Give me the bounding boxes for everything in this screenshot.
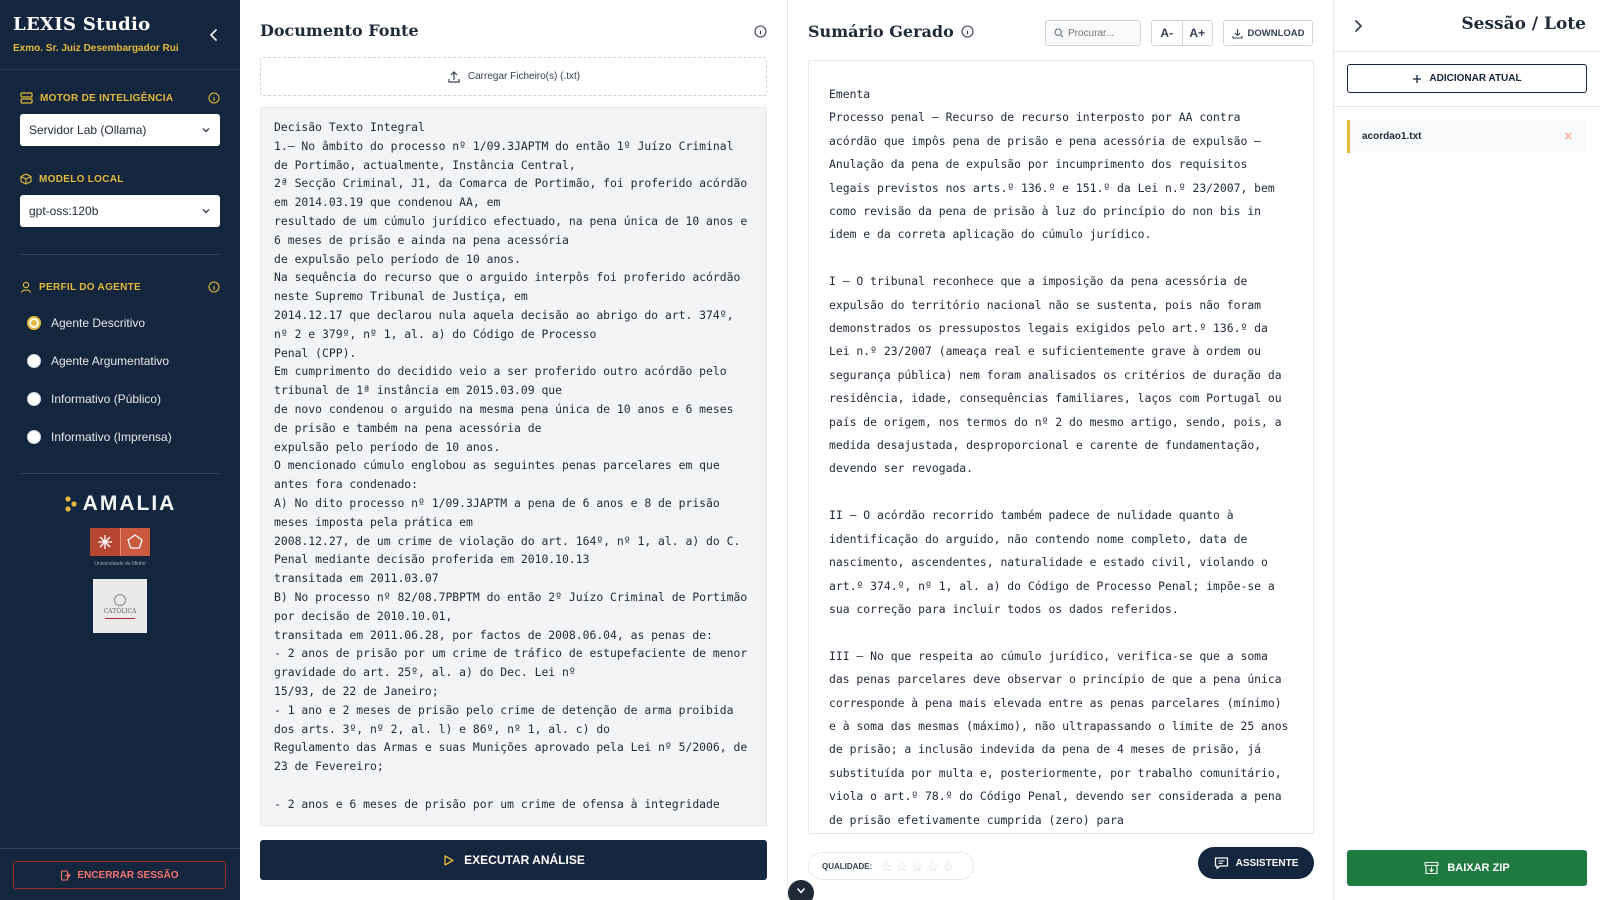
plus-icon (1412, 74, 1422, 84)
scroll-down-button[interactable] (788, 880, 814, 900)
source-document-title: Documento Fonte (260, 21, 419, 40)
search-icon (1054, 28, 1064, 38)
profile-option-label: Informativo (Imprensa) (51, 430, 172, 444)
download-zip-button[interactable] (1347, 850, 1587, 886)
uminho-mark-left (90, 528, 120, 556)
info-icon[interactable] (754, 25, 767, 38)
summary-header (808, 22, 974, 41)
profile-section-header (0, 277, 240, 297)
amalia-wordmark: AMALIA (82, 492, 177, 515)
play-icon (442, 854, 455, 867)
radio-button[interactable] (27, 430, 41, 444)
source-document-panel (240, 0, 788, 900)
add-current-button[interactable] (1347, 64, 1587, 93)
engine-value: Servidor Lab (Ollama) (29, 123, 147, 137)
amalia-dots-icon (64, 495, 78, 513)
chevron-down-icon (201, 206, 211, 216)
summary-paragraph: III – No que respeita ao cúmulo jurídico, verifica-se que a soma das penas parcelares deve observar o princípio de que a pena única corresponde à pena mais elevada entre as penas parcelares (mínimo) e à soma das mesmas (máximo), não ultrapassando o limite de 25 anos de prisão; a inclusão indevida da pena de 4 meses de prisão, já substituída por multa e, posteriormente, por trabalho comunitário, viola o art.º 78.º do Código Penal, devendo ser considerada a pena de prisão efetivamente cumprida (zero) para (829, 648, 1289, 827)
profile-option-argumentativo[interactable] (0, 342, 240, 380)
chevron-down-icon (201, 125, 211, 135)
font-size-controls (1151, 20, 1213, 46)
summary-text[interactable] (808, 60, 1314, 834)
upload-files-button[interactable] (260, 57, 767, 96)
collapse-sidebar-button[interactable] (206, 26, 222, 44)
user-icon (20, 281, 32, 293)
star-icon[interactable]: ☆ (895, 858, 908, 874)
star-icon[interactable]: ☆ (927, 858, 939, 874)
profile-label: PERFIL DO AGENTE (39, 281, 142, 293)
info-icon[interactable] (961, 25, 974, 38)
profile-option-label: Agente Argumentativo (51, 354, 170, 368)
session-divider (1334, 106, 1600, 107)
run-analysis-label: EXECUTAR ANÁLISE (464, 853, 585, 867)
catolica-wordmark: CATÓLICA (103, 607, 137, 615)
session-panel (1334, 0, 1600, 900)
server-icon (20, 92, 33, 104)
radio-button[interactable] (27, 354, 41, 368)
chevron-right-icon (1350, 17, 1366, 35)
file-name: acordao1.txt (1362, 131, 1422, 142)
engine-section-header (0, 88, 240, 108)
upload-label: Carregar Ficheiro(s) (.txt) (467, 71, 581, 82)
archive-icon (1424, 861, 1439, 875)
profile-option-imprensa[interactable] (0, 418, 240, 456)
star-icon[interactable]: ☆ (880, 858, 892, 874)
download-label: DOWNLOAD (1247, 27, 1305, 39)
source-document-text[interactable]: Decisão Texto Integral 1.— No âmbito do processo nº 1/09.3JAPTM do então 1º Juízo Criminal de Portimão, actualmente, Instância Central, 2ª Secção Criminal, J1, da Comarca de Portimão, foi proferido acórdão em 2014.03.19 que condenou AA, em resultado de um cúmulo jurídico efectuado, na pena única de 10 anos e 6 meses de prisão e ainda na pena acessória de expulsão pelo período de 10 anos. Na sequência do recurso que o arguido interpôs foi proferido acórdão neste Supremo Tribunal de Justiça, em 2014.12.17 que declarou nula aquela decisão ao abrigo do art. 374º, nº 2 e 379º, nº 1, al. a) do Código de Processo Penal (CPP). Em cumprimento do decidido veio a ser proferido outro acórdão pelo tribunal de 1ª instância em 2015.03.09 que de novo condenou o arguido na mesma pena única de 10 anos e 6 meses de prisão e também na pena acessória de expulsão pelo período de 10 anos. O mencionado cúmulo englobou as seguintes penas parcelares em que antes fora condenado: A) No dito processo nº 1/09.3JAPTM a pena de 6 anos e 8 de prisão meses imposta pela prática em 2008.12.27, de um crime de violação do art. 164º, nº 1, al. a) do C. Penal mediante decisão proferida em 2010.10.13 transitada em 2011.03.07 B) No processo nº 82/08.7PBPTM do então 2º Juízo Criminal de Portimão por decisão de 2010.10.01, transitada em 2011.06.28, por factos de 2008.06.04, as penas de: - 2 anos de prisão por um crime de tráfico de estupefaciente de menor gravidade do art. 25º, al. a) do Dec. Lei nº 15/93, de 22 de Janeiro; - 1 ano e 2 meses de prisão pelo crime de detenção de arma proibida dos arts. 3º, nº 2, al. l) e 86º, nº 1, al. c) do Regulamento das Armas e suas Munições aprovado pela Lei nº 5/2006, de 23 de Fevereiro; - 2 anos e 6 meses de prisão por um crime de ofensa à integridade (260, 107, 767, 826)
radio-button[interactable] (27, 392, 41, 406)
download-button[interactable] (1223, 20, 1313, 46)
chevron-left-icon (206, 26, 222, 44)
summary-paragraph: Ementa Processo penal – Recurso de recurso interposto por AA contra acórdão que impôs pena de prisão e pena acessória de expulsão – Anulação da pena de expulsão por incumprimento dos requisitos legais previstos nos arts.º 136.º e 151.º da Lei n.º 23/2007, bem como revisão da pena de prisão à luz do princípio do non bis in idem e da correta aplicação do cúmulo jurídico. (829, 87, 1275, 242)
brand-header (0, 0, 240, 70)
font-decrease-button[interactable]: A- (1160, 26, 1174, 40)
catolica-seal (114, 594, 126, 606)
engine-select[interactable] (20, 114, 220, 146)
radio-button[interactable] (27, 316, 41, 330)
chevron-down-icon (796, 887, 806, 895)
summary-paragraph: I – O tribunal reconhece que a imposição da pena acessória de expulsão do território nacional não se sustenta, pois não foram demonstrados os pressupostos legais exigidos pelo art.º 136.º da Lei n.º 23/2007 (ameaça real e suficientemente grave à ordem ou segurança pública) nem foram analisados os critérios de duração da residência, idade, consequências familiares, laços com Portugal ou país de origem, nos termos do nº 2 do mesmo artigo, sendo, pois, a medida desajustada, desproporcional e carente de fundamentação, devendo ser revogada. (829, 274, 1282, 476)
summary-search (1045, 20, 1141, 46)
end-session-button[interactable] (13, 861, 226, 889)
profile-option-publico[interactable] (0, 380, 240, 418)
asterisk-icon (96, 533, 114, 551)
amalia-logo (64, 492, 177, 516)
download-icon (1232, 28, 1243, 39)
uminho-caption: Universidade do Minho (94, 561, 146, 567)
star-icon[interactable]: ☆ (911, 858, 924, 874)
close-icon[interactable]: ✕ (1563, 131, 1573, 143)
uminho-logo (90, 528, 150, 556)
user-greeting: Exmo. Sr. Juiz Desembargador Rui (13, 43, 179, 54)
download-zip-label: BAIXAR ZIP (1447, 862, 1510, 874)
quality-rating (808, 852, 974, 880)
assistant-button[interactable] (1198, 847, 1314, 879)
add-current-label: ADICIONAR ATUAL (1429, 73, 1522, 84)
session-title: Sessão / Lote (1461, 14, 1586, 34)
app-title: LEXIS Studio (13, 14, 151, 35)
star-icon[interactable]: ☆ (942, 858, 955, 874)
uminho-mark-right (120, 528, 151, 556)
summary-paragraph: II – O acórdão recorrido também padece de nulidade quanto à identificação do arguido, não contendo nome completo, data de nascimento, ascendentes, naturalidade e estado civil, violando o art.º 374.º, nº 1, al. a) do Código de Processo Penal; impõe-se a sua correção para incluir todos os dados referidos. (829, 508, 1275, 616)
chat-icon (1214, 856, 1229, 870)
cube-icon (20, 173, 32, 185)
profile-radio-group (0, 304, 240, 456)
collapse-session-button[interactable] (1350, 17, 1366, 35)
model-select[interactable] (20, 195, 220, 227)
quality-label: QUALIDADE: (822, 861, 873, 871)
rating-stars (880, 860, 954, 873)
summary-title: Sumário Gerado (808, 22, 954, 41)
model-value: gpt-oss:120b (29, 204, 99, 218)
pentagon-icon (126, 533, 144, 551)
sidebar-footer (0, 848, 240, 900)
upload-icon (447, 70, 461, 84)
sidebar (0, 0, 240, 900)
catolica-bar (105, 618, 135, 619)
model-section-header (0, 169, 240, 189)
font-increase-button[interactable]: A+ (1182, 21, 1213, 45)
profile-option-label: Informativo (Público) (51, 392, 162, 406)
profile-option-label: Agente Descritivo (51, 316, 146, 330)
logout-icon (60, 870, 71, 881)
assistant-label: ASSISTENTE (1235, 857, 1299, 869)
run-analysis-button[interactable] (260, 840, 767, 880)
generated-summary-panel (788, 0, 1334, 900)
info-icon[interactable] (208, 92, 220, 104)
profile-option-descritivo[interactable] (0, 304, 240, 342)
model-label: MODELO LOCAL (39, 173, 124, 185)
partner-logos (0, 474, 240, 633)
catolica-logo (93, 579, 147, 633)
info-icon[interactable] (208, 281, 220, 293)
session-file-item[interactable] (1347, 120, 1587, 153)
search-input[interactable] (1068, 28, 1138, 39)
engine-label: MOTOR DE INTELIGÊNCIA (40, 92, 174, 104)
end-session-label: ENCERRAR SESSÃO (77, 869, 179, 881)
